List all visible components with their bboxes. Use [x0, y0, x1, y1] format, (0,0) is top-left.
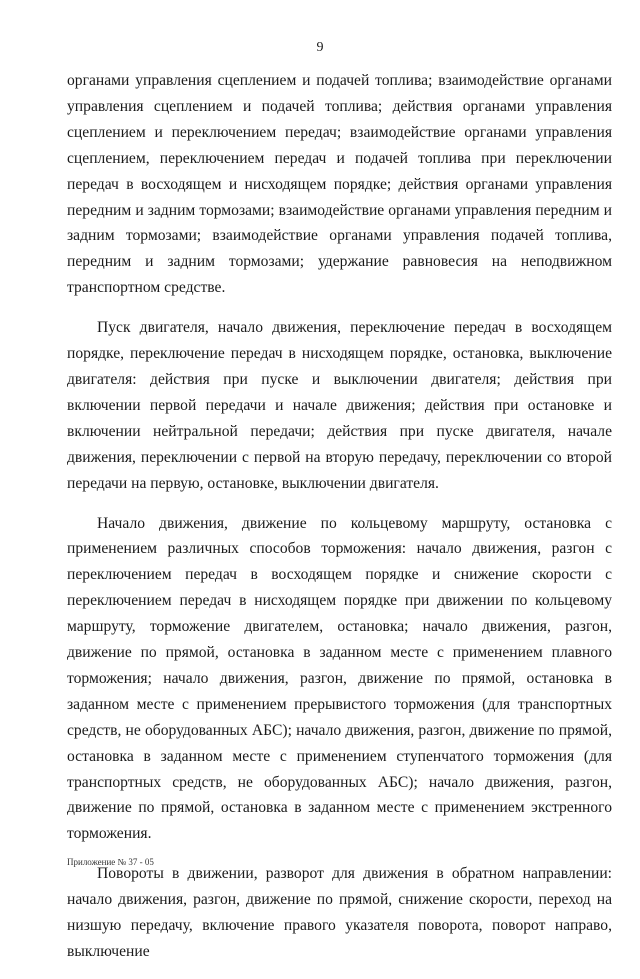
footer-note: Приложение № 37 - 05	[67, 857, 154, 867]
paragraph-3: Начало движения, движение по кольцевому маршруту, остановка с применением различных способов торможения: начало движения, разгон с переключением передач в восходящем порядке и снижение скорости с переключением передач в нисходящем порядке при движении по кольцевому маршруту, торможение двигателем, остановка; начало движения, разгон, движение по прямой, остановка в заданном месте с применением плавного торможения; начало движения, разгон, движение по прямой, остановка в заданном месте с применением прерывистого торможения (для транспортных средств, не оборудованных АБС); начало движения, разгон, движение по прямой, остановка в заданном месте с применением ступенчатого торможения (для транспортных средств, не оборудованных АБС); начало движения, разгон, движение по прямой, остановка в заданном месте с применением экстренного торможения.	[67, 514, 612, 843]
document-body	[67, 68, 612, 979]
paragraph-4: Повороты в движении, разворот для движения в обратном направлении: начало движения, разгон, движение по прямой, снижение скорости, переход на низшую передачу, включение правого указателя поворота, поворот направо, выключение	[67, 865, 612, 960]
paragraph-1: органами управления сцеплением и подачей топлива; взаимодействие органами управления сцеплением и подачей топлива; действия органами управления сцеплением и переключением передач; взаимодействие органами управления сцеплением, переключением передач и подачей топлива при переключении передач в восходящем и нисходящем порядке; действия органами управления передним и задним тормозами; взаимодействие органами управления передним и задним тормозами; взаимодействие органами управления подачей топлива, передним и задним тормозами; удержание равновесия на неподвижном транспортном средстве.	[67, 72, 612, 297]
page-number: 9	[316, 40, 324, 55]
paragraph-2: Пуск двигателя, начало движения, переключение передач в восходящем порядке, переключение передач в нисходящем порядке, остановка, выключение двигателя: действия при пуске и выключении двигателя; действия при включении первой передачи и начале движения; действия при остановке и включении нейтральной передачи; действия при пуске двигателя, начале движения, переключении с первой на вторую передачу, переключении со второй передачи на первую, остановке, выключении двигателя.	[67, 319, 612, 492]
